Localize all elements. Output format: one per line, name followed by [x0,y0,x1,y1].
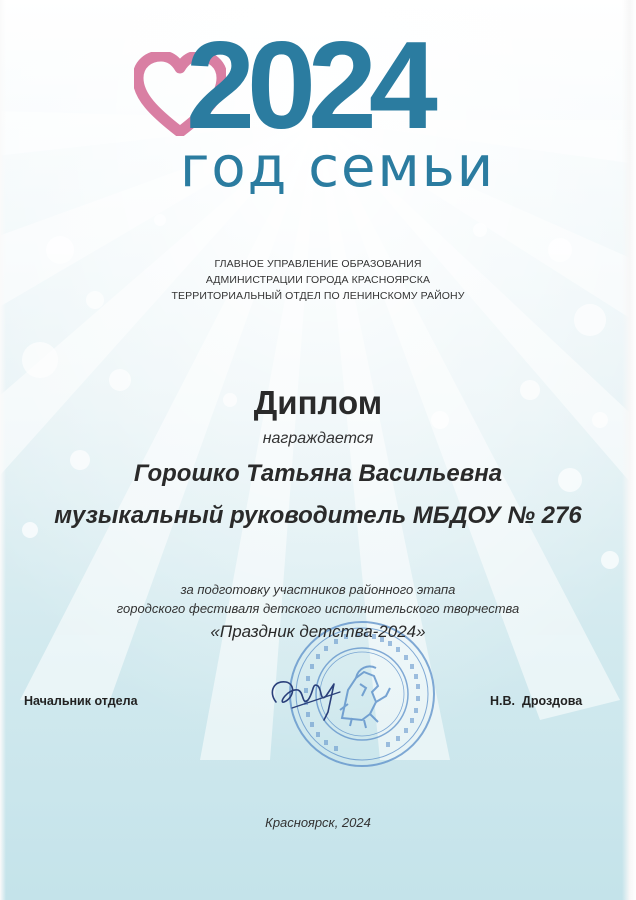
reason-line: городского фестиваля детского исполнительского творчества [116,601,520,616]
signatory-name: Н.В. Дроздова [490,694,583,708]
logo-year: 2024 [186,17,430,155]
reason-line: за подготовку участников районного этапа [180,582,456,597]
organization-line: АДМИНИСТРАЦИИ ГОРОДА КРАСНОЯРСКА [205,274,431,286]
recipient-position: музыкальный руководитель МБДОУ № 276 [54,502,582,529]
year-of-family-logo [128,17,508,200]
recipient-name: Горошко Татьяна Васильевна [133,460,503,487]
paper-edge-left [0,0,6,900]
organization-line: ТЕРРИТОРИАЛЬНЫЙ ОТДЕЛ ПО ЛЕНИНСКОМУ РАЙОНУ [171,290,465,302]
diploma-title: Диплом [253,384,383,421]
logo-subtitle: год семьи [180,135,496,200]
paper-edge-right [622,0,636,900]
handwritten-signature [262,662,358,722]
issuing-organization [0,256,636,304]
awarded-text: награждается [262,430,374,447]
organization-line: ГЛАВНОЕ УПРАВЛЕНИЕ ОБРАЗОВАНИЯ [214,258,422,270]
signatory-title: Начальник отдела [24,694,138,708]
place-and-year: Красноярск, 2024 [265,815,371,830]
festival-name: «Праздник детства-2024» [210,622,426,641]
